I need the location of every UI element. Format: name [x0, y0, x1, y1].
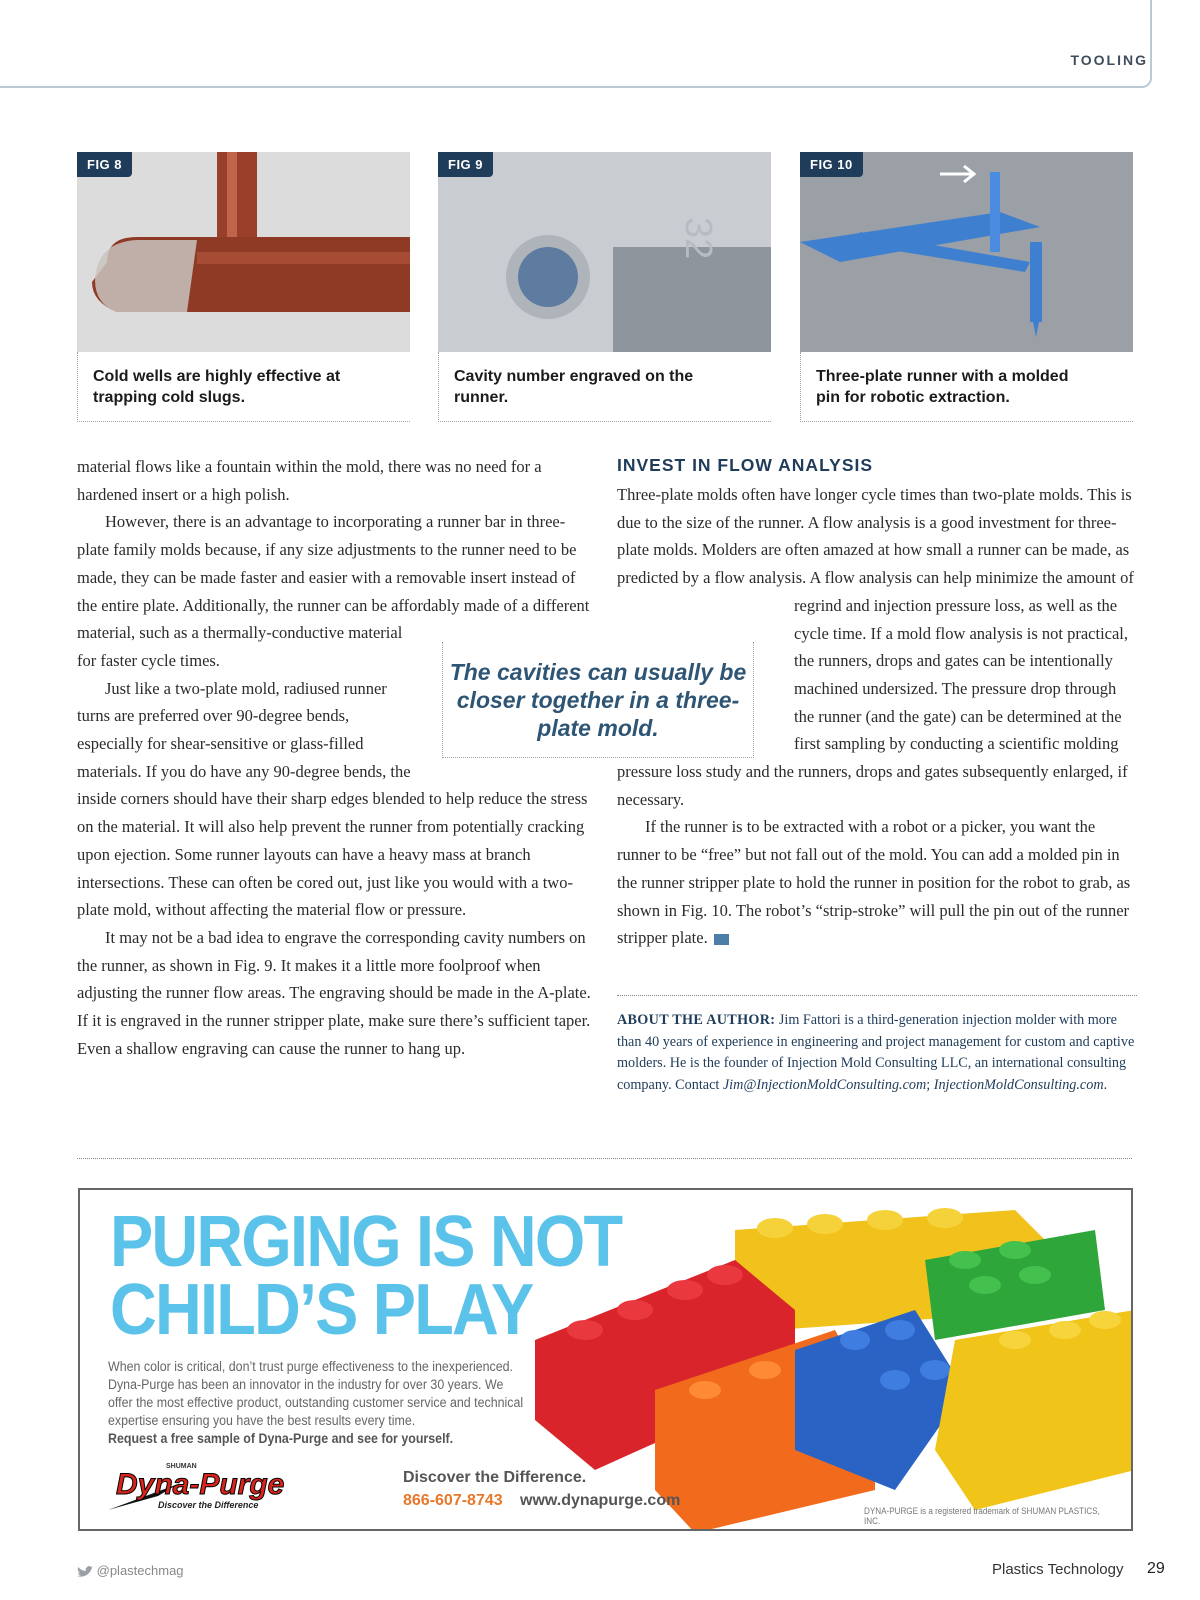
- left-paragraph-3: Just like a two-plate mold, radiused runner turns are preferred over 90-degree bends, especially for shear-sensitive or glass-filled materials. If you do have any 90-degree bends, the inside corners should have their sharp edges blended to help reduce the stress on the material. It will also help prevent the runner from potentially cracking upon ejection. Some runner layouts can have a heavy mass at branch intersections. These can often be cored out, just like you would with a two-plate mold, without affecting the material flow or pressure.: [77, 678, 588, 920]
- ad-body: [108, 1358, 531, 1448]
- author-end: .: [1103, 1076, 1108, 1093]
- right-column: [617, 481, 1137, 952]
- twitter-bird-icon: [77, 1566, 93, 1578]
- pt-end-icon: PT: [714, 934, 729, 945]
- brand-name: Dyna-Purge: [116, 1468, 285, 1501]
- ad-discover: Discover the Difference.: [403, 1469, 587, 1486]
- ad-cta: Request a free sample of Dyna-Purge and see for yourself.: [108, 1431, 454, 1446]
- advertisement: [78, 1188, 1133, 1531]
- figure-9-caption-box: [438, 352, 771, 422]
- figure-9-label: FIG 9: [438, 152, 493, 177]
- about-author: [617, 995, 1137, 1096]
- engraving-number: 32: [677, 217, 719, 260]
- dyna-purge-logo: [108, 1458, 338, 1519]
- twitter-handle-text: @plastechmag: [96, 1563, 184, 1578]
- author-site-link[interactable]: InjectionMoldConsulting.com: [933, 1076, 1104, 1093]
- right-paragraph-2: [617, 813, 1137, 952]
- ad-website[interactable]: www.dynapurge.com: [520, 1492, 681, 1509]
- ad-phone[interactable]: 866-607-8743: [403, 1492, 503, 1509]
- brand-tagline: Discover the Difference: [158, 1500, 259, 1510]
- figure-8-caption: Cold wells are highly effective at trapping cold slugs.: [93, 368, 341, 406]
- ad-trademark: DYNA-PURGE is a registered trademark of SHUMAN PLASTICS, INC.: [864, 1506, 1100, 1526]
- section-tag: TOOLING: [1070, 52, 1148, 68]
- figure-8-label: FIG 8: [77, 152, 132, 177]
- pull-quote: The cavities can usually be closer together in a three-plate mold.: [449, 659, 747, 741]
- left-paragraph-1: material flows like a fountain within the mold, there was no need for a hardened insert or a high polish.: [77, 457, 542, 504]
- figure-10-label: FIG 10: [800, 152, 863, 177]
- author-email-link[interactable]: Jim@InjectionMoldConsulting.com: [722, 1076, 927, 1093]
- right-paragraph-2-text: If the runner is to be extracted with a robot or a picker, you want the runner to be “free” but not fall out of the mold. You can add a molded pin in the runner stripper plate to hold the runner in position for the robot to grab, as shown in Fig. 10. The robot’s “strip-stroke” will pull the pin out of the runner stripper plate.: [617, 817, 1131, 948]
- brand-top: SHUMAN: [166, 1463, 197, 1470]
- figure-9: [438, 152, 771, 422]
- left-paragraph-2: However, there is an advantage to incorporating a runner bar in three-plate family molds because, if any size adjustments to the runner need to be made, they can be made faster and easier with a removable insert instead of the entire plate. Additionally, the runner can be affordably made of a different material, such as a thermally-conductive material for faster cycle times.: [77, 512, 590, 670]
- author-label: ABOUT THE AUTHOR:: [617, 1012, 776, 1028]
- ad-headline: [110, 1202, 622, 1350]
- twitter-handle[interactable]: [77, 1563, 184, 1578]
- right-paragraph-1: Three-plate molds often have longer cycle times than two-plate molds. This is due to the size of the runner. A flow analysis is a good investment for three-plate molds. Molders are often amazed at how small a runner can be made, as predicted by a flow analysis. A flow analysis can help minimize the amount of regrind and injection pressure loss, as well as the cycle time. If a mold flow analysis is not practical, the runners, drops and gates can be intentionally machined undersized. The pressure drop through the runner (and the gate) can be determined at the first sampling by conducting a scientific molding pressure loss study and the runners, drops and gates subsequently enlarged, if necessary.: [617, 485, 1134, 809]
- ad-body-text: When color is critical, don’t trust purge effectiveness to the inexperienced. Dyna-Purge has been an innovator in the industry for over 30 years. We offer the most effective product, outstanding customer service and technical expertise ensuring you have the best results every time.: [108, 1359, 524, 1428]
- figure-10: [800, 152, 1133, 422]
- figure-8-photo: [77, 152, 410, 352]
- author-sep: ;: [926, 1076, 931, 1093]
- ad-headline-line2: CHILD’S PLAY: [110, 1270, 533, 1350]
- figure-8: [77, 152, 410, 422]
- author-bio: Jim Fattori is a third-generation injection molder with more than 40 years of experience in engineering and project management for custom and captive molders. He is the founder of Injection Mold Consulting LLC, an international consulting company. Contact: [617, 1012, 1135, 1093]
- section-heading: INVEST IN FLOW ANALYSIS: [617, 455, 874, 475]
- figure-8-caption-box: [77, 352, 410, 422]
- left-paragraph-4: It may not be a bad idea to engrave the corresponding cavity numbers on the runner, as shown in Fig. 9. It makes it a little more foolproof when adjusting the runner flow areas. The engraving should be made in the A-plate. If it is engraved in the runner stripper plate, make sure there’s sufficient taper. Even a shallow engraving can cause the runner to hang up.: [77, 927, 591, 1058]
- figure-10-caption-box: [800, 352, 1133, 422]
- header-frame: [0, 0, 1152, 88]
- divider: [77, 1158, 1132, 1159]
- figure-9-caption: Cavity number engraved on the runner.: [454, 368, 694, 406]
- figure-10-photo: [800, 152, 1133, 352]
- magazine-name: Plastics Technology: [992, 1561, 1124, 1578]
- figure-10-caption: Three-plate runner with a molded pin for robotic extraction.: [816, 368, 1069, 406]
- figure-9-photo: [438, 152, 771, 352]
- ad-headline-line1: PURGING IS NOT: [110, 1202, 622, 1282]
- page-number: 29: [1147, 1560, 1165, 1577]
